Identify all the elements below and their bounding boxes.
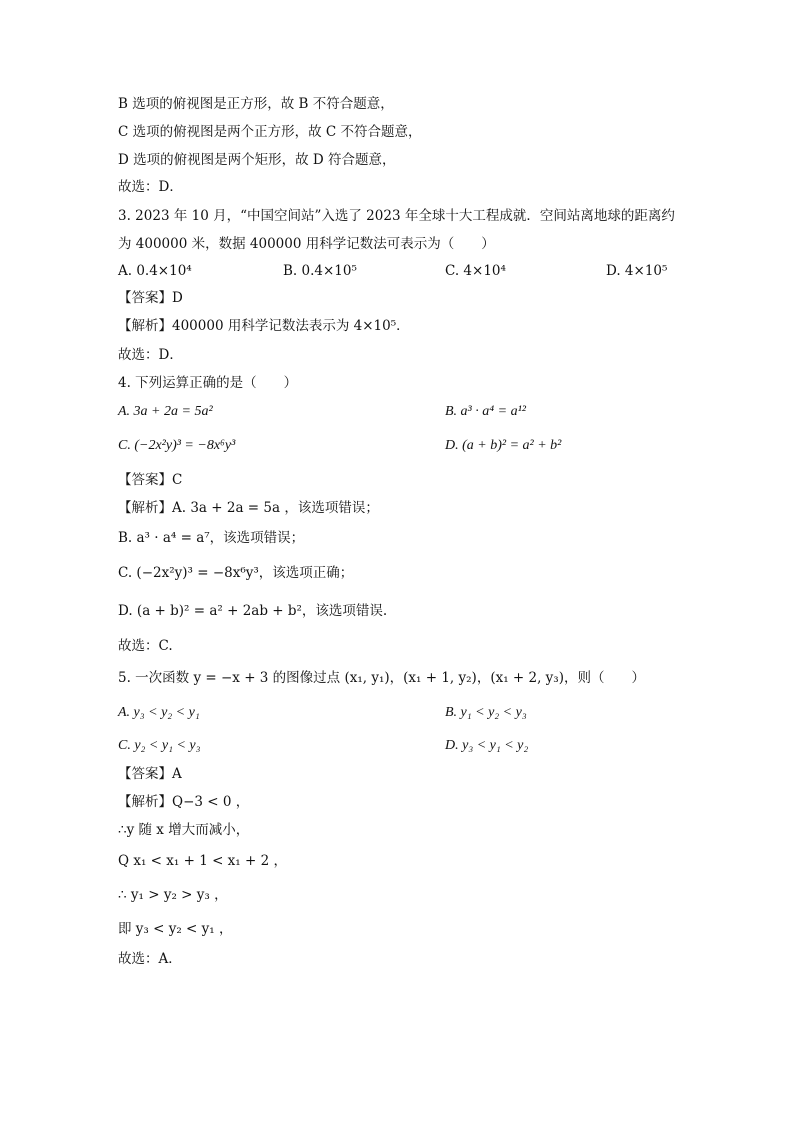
q3-option-b: B. 0.4×10⁵ — [283, 263, 357, 279]
q4-choose: 故选：C. — [118, 638, 173, 654]
question-3-stem: 3. 2023 年 10 月，“中国空间站”入选了 2023 年全球十大工程成就．空间站离地球的距离约 — [118, 208, 675, 224]
q5-analysis-2: ∴y 随 x 增大而减小， — [118, 822, 250, 838]
q3-option-a: A. 0.4×10⁴ — [118, 263, 192, 279]
q5-choose: 故选：A． — [118, 951, 182, 967]
q3-choose: 故选：D． — [118, 347, 183, 363]
text-line: D 选项的俯视图是两个矩形，故 D 符合题意， — [118, 152, 396, 168]
q5-option-d: D. y₃ < y₁ < y₂ — [445, 738, 529, 753]
text-line: B 选项的俯视图是正方形，故 B 不符合题意， — [118, 96, 394, 112]
q4-analysis-a: 【解析】A. 3a + 2a = 5a ，该选项错误； — [118, 500, 379, 516]
q4-option-b: B. a³ · a⁴ = a¹² — [445, 404, 526, 419]
text-line: C 选项的俯视图是两个正方形，故 C 不符合题意， — [118, 124, 422, 140]
q5-option-c: C. y₂ < y₁ < y₃ — [118, 738, 201, 753]
q4-analysis-b: B. a³ · a⁴ = a⁷，该选项错误； — [118, 530, 305, 546]
q5-analysis-4: ∴ y₁ > y₂ > y₃ ， — [118, 887, 228, 903]
q4-option-c: C. (−2x²y)³ = −8x⁶y³ — [118, 438, 236, 453]
q5-answer: 【答案】A — [118, 766, 182, 782]
q4-option-d: D. (a + b)² = a² + b² — [445, 438, 562, 453]
q4-analysis-c: C. (−2x²y)³ = −8x⁶y³，该选项正确； — [118, 565, 354, 581]
q4-option-a: A. 3a + 2a = 5a² — [118, 404, 213, 419]
q5-option-b: B. y₁ < y₂ < y₃ — [445, 705, 527, 720]
q5-analysis-1: 【解析】Q−3 < 0 ， — [118, 794, 250, 810]
q5-option-a: A. y₃ < y₂ < y₁ — [118, 705, 200, 720]
q4-answer: 【答案】C — [118, 472, 183, 488]
q3-option-d: D. 4×10⁵ — [606, 263, 668, 279]
text-line: 故选：D． — [118, 179, 183, 195]
question-5-stem: 5. 一次函数 y = −x + 3 的图像过点 (x₁, y₁)，(x₁ + 1, y₂)，(x₁ + 2, y₃)，则（ ） — [118, 670, 645, 686]
q3-option-c: C. 4×10⁴ — [445, 263, 506, 279]
q5-analysis-5: 即 y₃ < y₂ < y₁ ， — [118, 921, 233, 937]
q4-analysis-d: D. (a + b)² = a² + 2ab + b²，该选项错误. — [118, 603, 388, 619]
q3-answer: 【答案】D — [118, 290, 183, 306]
question-3-stem-cont: 为 400000 米，数据 400000 用科学记数法可表示为（ ） — [118, 236, 495, 252]
q3-analysis: 【解析】400000 用科学记数法表示为 4×10⁵． — [118, 318, 410, 334]
question-4-stem: 4. 下列运算正确的是（ ） — [118, 375, 298, 391]
q5-analysis-3: Q x₁ < x₁ + 1 < x₁ + 2 ， — [118, 853, 287, 869]
